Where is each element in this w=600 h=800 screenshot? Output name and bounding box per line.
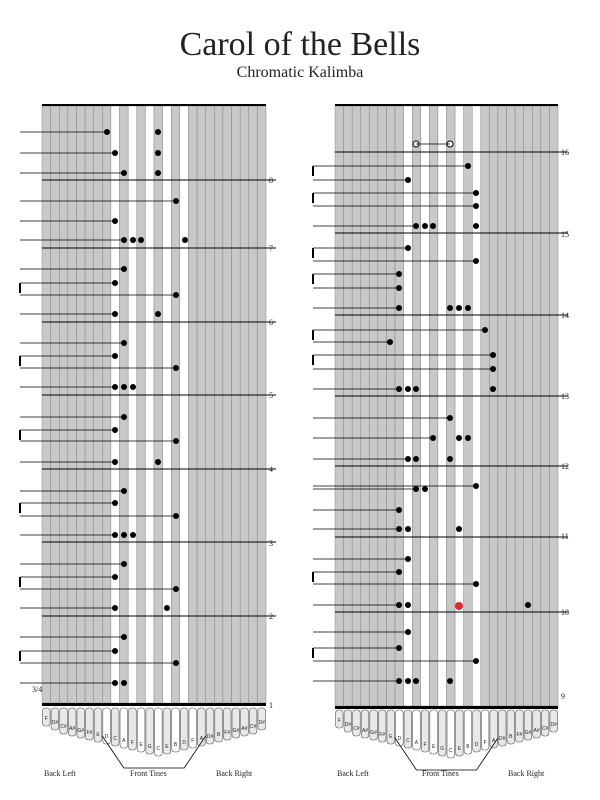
right-top-bar: [335, 104, 558, 106]
right-tine-letter: G#: [524, 730, 532, 736]
note-dot: [430, 223, 436, 229]
measure-number: 13: [561, 392, 569, 401]
measure-number: 7: [269, 244, 273, 253]
note-dot: [112, 648, 118, 654]
note-dot: [405, 245, 411, 251]
right-tine-letter: G: [440, 746, 445, 752]
left-tine-column: [197, 106, 206, 703]
left-tine-letter: B: [173, 742, 178, 748]
right-tine-column: [404, 106, 413, 706]
right-tine-column: [335, 106, 344, 706]
right-tine-column: [447, 106, 456, 706]
note-dot: [422, 486, 428, 492]
right-tine-letter: G#: [370, 730, 377, 736]
note-dot: [387, 339, 393, 345]
note-dot: [112, 280, 118, 286]
right-bottom-bar: [335, 706, 558, 709]
note-dot: [396, 285, 402, 291]
right-tine-column: [361, 106, 370, 706]
note-dot: [413, 223, 419, 229]
note-dot: [396, 271, 402, 277]
left-tine-column: [120, 106, 129, 703]
right-tine-letter: E: [431, 744, 436, 750]
note-dot: [405, 629, 411, 635]
note-dot: [112, 574, 118, 580]
measure-number: 12: [561, 462, 569, 471]
note-dot: [473, 658, 479, 664]
note-dot: [121, 170, 127, 176]
measure-number: 16: [561, 148, 569, 157]
note-dot: [413, 386, 419, 392]
left-tine-letter: C: [156, 746, 161, 752]
right-tine-column: [386, 106, 395, 706]
highlighted-note: [455, 602, 463, 610]
measure-number: 5: [269, 391, 273, 400]
left-tine-letter: A: [122, 738, 126, 744]
left-tine-letter: E: [165, 744, 169, 750]
right-tine-letter: D: [474, 742, 479, 748]
note-dot: [456, 305, 462, 311]
measure-number: 4: [269, 465, 273, 474]
page-subtitle: Chromatic Kalimba: [236, 64, 364, 81]
footer-back-right-left: Back Right: [216, 769, 253, 778]
left-tine-column: [214, 106, 223, 703]
left-tine-column: [249, 106, 258, 703]
left-tine-letter: C#: [60, 724, 67, 730]
measure-number: 2: [269, 612, 273, 621]
left-tine-column: [240, 106, 249, 703]
right-tine-column: [455, 106, 464, 706]
right-tine-letter: A#: [361, 728, 369, 734]
note-dot: [112, 311, 118, 317]
left-tine-letter: F#: [224, 730, 231, 736]
left-tine-column: [76, 106, 85, 703]
note-dot: [104, 129, 110, 135]
right-tine-column: [369, 106, 378, 706]
note-dot: [490, 366, 496, 372]
right-tine-column: [549, 106, 558, 706]
note-dot: [138, 237, 144, 243]
left-tine-column: [137, 106, 146, 703]
right-tine-key: [353, 710, 361, 736]
right-tine-key: [344, 710, 352, 732]
left-tine-letter: F: [191, 738, 195, 744]
left-tine-letter: D#: [206, 734, 214, 740]
right-tine-letter: F: [483, 740, 487, 746]
right-tine-letter: C#: [541, 726, 549, 732]
note-dot: [405, 678, 411, 684]
measure-number: 14: [561, 311, 569, 320]
footer-front-tines-right: Front Tines: [422, 769, 459, 778]
left-tine-column: [188, 106, 197, 703]
right-tine-letter: C#: [353, 726, 360, 732]
note-dot: [447, 456, 453, 462]
right-tine-letter: F: [337, 718, 341, 724]
measure-number: 9: [561, 692, 565, 701]
left-tine-letter: A: [199, 736, 204, 742]
left-tine-letter: E: [139, 742, 143, 748]
measure-number: 8: [269, 176, 273, 185]
note-dot: [473, 190, 479, 196]
right-tine-letter: F: [423, 742, 427, 748]
right-tine-letter: C: [406, 738, 410, 744]
note-dot: [173, 198, 179, 204]
note-dot: [130, 384, 136, 390]
note-dot: [155, 311, 161, 317]
footer-back-left-right: Back Left: [337, 769, 369, 778]
note-dot: [121, 266, 127, 272]
right-tine-letter: F#: [379, 732, 386, 738]
right-tine-letter: D: [397, 736, 402, 742]
note-dot: [112, 353, 118, 359]
note-dot: [490, 386, 496, 392]
right-tine-letter: D#: [550, 722, 557, 728]
note-dot: [155, 459, 161, 465]
right-tine-column: [472, 106, 481, 706]
left-tine-key: [249, 708, 257, 734]
right-tine-letter: B: [509, 734, 513, 740]
note-dot: [465, 305, 471, 311]
note-dot: [182, 237, 188, 243]
note-dot: [121, 414, 127, 420]
left-tine-key: [60, 708, 68, 734]
note-dot: [155, 170, 161, 176]
right-tine-column: [507, 106, 516, 706]
right-tine-letter: A#: [533, 728, 540, 734]
note-dot: [405, 386, 411, 392]
note-dot: [173, 438, 179, 444]
left-tine-key: [258, 708, 266, 730]
right-tine-column: [464, 106, 473, 706]
right-tine-column: [481, 106, 490, 706]
note-dot: [155, 129, 161, 135]
left-tine-letter: G#: [77, 728, 85, 734]
left-tine-column: [223, 106, 232, 703]
note-dot: [413, 486, 419, 492]
left-tine-letter: A#: [69, 726, 76, 732]
footer-front-tines-left: Front Tines: [130, 769, 167, 778]
note-dot: [405, 556, 411, 562]
note-dot: [473, 203, 479, 209]
left-tine-column: [163, 106, 172, 703]
left-tine-column: [68, 106, 77, 703]
note-dot: [173, 660, 179, 666]
note-dot: [173, 513, 179, 519]
left-tine-column: [128, 106, 137, 703]
note-dot: [173, 365, 179, 371]
note-dot: [396, 386, 402, 392]
right-tine-key: [550, 710, 558, 732]
footer-back-right-right: Back Right: [508, 769, 545, 778]
measure-number: 15: [561, 230, 569, 239]
right-tine-column: [352, 106, 361, 706]
measure-number: 10: [561, 608, 569, 617]
left-tine-key: [51, 708, 59, 730]
right-tine-letter: F#: [516, 732, 523, 738]
note-dot: [456, 526, 462, 532]
time-signature: 3/4: [32, 685, 43, 694]
note-dot: [112, 218, 118, 224]
note-dot: [413, 456, 419, 462]
note-dot: [490, 352, 496, 358]
measure-number: 1: [269, 701, 273, 710]
measure-number: 11: [561, 532, 569, 541]
note-dot: [121, 634, 127, 640]
left-tine-column: [145, 106, 154, 703]
note-dot: [130, 532, 136, 538]
note-dot: [422, 223, 428, 229]
measure-number: 3: [269, 539, 273, 548]
note-dot: [405, 602, 411, 608]
note-dot: [396, 569, 402, 575]
note-dot: [465, 163, 471, 169]
right-tine-letter: E: [389, 734, 393, 740]
left-tine-letter: D#: [51, 720, 59, 726]
left-tine-column: [42, 106, 51, 703]
note-dot: [456, 435, 462, 441]
left-tine-letter: B: [216, 732, 221, 738]
note-dot: [121, 561, 127, 567]
left-tine-letter: D: [182, 740, 186, 746]
right-tine-column: [524, 106, 533, 706]
right-tine-letter: B: [466, 744, 470, 750]
note-dot: [396, 305, 402, 311]
note-dot: [405, 526, 411, 532]
note-dot: [112, 427, 118, 433]
note-dot: [173, 292, 179, 298]
left-tine-letter: D#: [258, 720, 265, 726]
note-dot: [405, 177, 411, 183]
note-dot: [112, 150, 118, 156]
right-tine-column: [438, 106, 447, 706]
note-dot: [413, 678, 419, 684]
right-tine-column: [344, 106, 353, 706]
left-tine-column: [102, 106, 111, 703]
note-dot: [112, 532, 118, 538]
note-dot: [396, 507, 402, 513]
note-dot: [112, 459, 118, 465]
right-tine-column: [498, 106, 507, 706]
right-tine-letter: A: [492, 738, 496, 744]
right-tine-column: [429, 106, 438, 706]
left-tine-column: [180, 106, 189, 703]
note-dot: [430, 435, 436, 441]
left-tine-column: [111, 106, 120, 703]
left-tine-letter: F: [44, 716, 48, 722]
right-tine-column: [412, 106, 421, 706]
left-tine-letter: D: [104, 734, 109, 740]
measure-number: 6: [269, 318, 273, 327]
note-dot: [465, 435, 471, 441]
left-tine-column: [171, 106, 180, 703]
right-tine-letter: A: [414, 740, 419, 746]
right-tine-letter: C: [448, 748, 453, 754]
note-dot: [482, 327, 488, 333]
note-dot: [396, 602, 402, 608]
left-tine-letter: C: [113, 736, 118, 742]
note-dot: [121, 532, 127, 538]
note-dot: [112, 384, 118, 390]
right-tine-column: [395, 106, 404, 706]
left-tine-letter: F: [130, 740, 134, 746]
left-tine-letter: E: [96, 732, 100, 738]
right-tine-column: [532, 106, 541, 706]
right-tine-column: [541, 106, 550, 706]
note-dot: [405, 456, 411, 462]
note-dot: [112, 500, 118, 506]
left-tine-letter: A#: [241, 726, 248, 732]
note-dot: [164, 605, 170, 611]
left-tine-column: [94, 106, 103, 703]
right-tine-key: [541, 710, 549, 736]
right-tine-letter: D#: [499, 736, 506, 742]
left-tine-letter: F#: [86, 730, 93, 736]
note-dot: [121, 384, 127, 390]
note-dot: [121, 340, 127, 346]
note-dot: [112, 680, 118, 686]
left-tine-letter: C#: [249, 724, 257, 730]
left-tine-column: [257, 106, 266, 703]
right-tine-letter: E: [457, 746, 462, 752]
left-tine-letter: G: [147, 744, 152, 750]
note-dot: [121, 237, 127, 243]
note-dot: [112, 605, 118, 611]
note-dot: [473, 258, 479, 264]
left-tine-column: [85, 106, 94, 703]
left-tine-letter: G#: [232, 728, 240, 734]
left-tine-column: [232, 106, 241, 703]
left-bottom-bar: [42, 703, 266, 706]
right-tine-column: [421, 106, 430, 706]
note-dot: [155, 150, 161, 156]
note-dot: [447, 305, 453, 311]
right-tine-column: [515, 106, 524, 706]
note-dot: [130, 237, 136, 243]
note-dot: [121, 488, 127, 494]
right-tine-letter: D#: [344, 722, 352, 728]
note-dot: [447, 415, 453, 421]
note-dot: [473, 223, 479, 229]
note-dot: [121, 680, 127, 686]
left-tine-column: [51, 106, 60, 703]
note-dot: [173, 586, 179, 592]
left-tine-column: [59, 106, 68, 703]
page-title: Carol of the Bells: [179, 26, 421, 63]
left-top-bar: [42, 104, 266, 106]
note-dot: [396, 678, 402, 684]
note-dot: [525, 602, 531, 608]
note-dot: [396, 645, 402, 651]
right-tine-column: [378, 106, 387, 706]
note-dot: [473, 483, 479, 489]
footer-back-left-left: Back Left: [44, 769, 76, 778]
note-dot: [447, 678, 453, 684]
note-dot: [473, 581, 479, 587]
left-tine-column: [154, 106, 163, 703]
right-tine-column: [489, 106, 498, 706]
left-tine-column: [206, 106, 215, 703]
note-dot: [396, 526, 402, 532]
